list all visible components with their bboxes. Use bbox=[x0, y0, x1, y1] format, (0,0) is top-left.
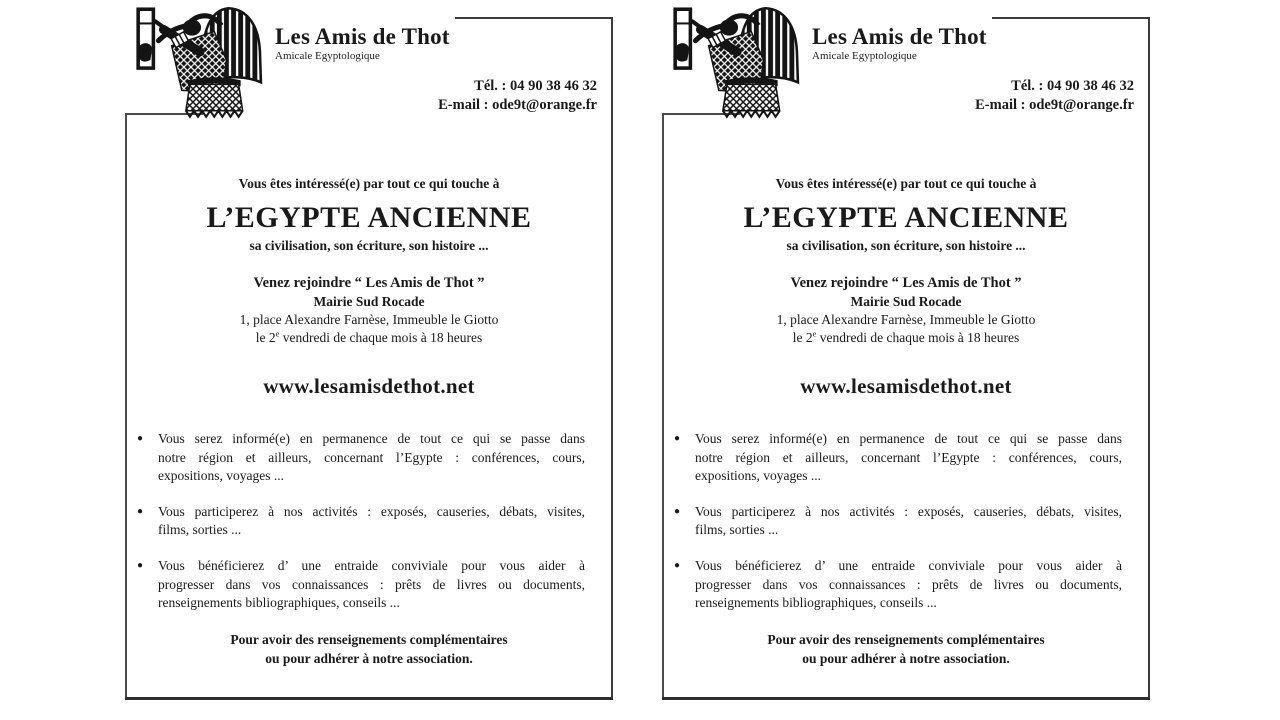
benefit-item bbox=[137, 503, 585, 540]
benefit-item bbox=[137, 557, 585, 613]
org-header bbox=[275, 24, 450, 62]
benefit-line: films, sorties ... bbox=[158, 522, 242, 538]
benefit-item bbox=[674, 430, 1122, 486]
superscript-e: e bbox=[275, 329, 280, 339]
bullet-icon: ● bbox=[674, 433, 681, 444]
benefit-line: expositions, voyages ... bbox=[695, 468, 821, 484]
thoth-scribe-logo-icon bbox=[664, 3, 802, 121]
org-subtitle: Amicale Egyptologique bbox=[275, 50, 380, 63]
address-text: 1, place Alexandre Farnèse, Immeuble le Giotto bbox=[239, 312, 499, 327]
flyer-copy-2 bbox=[662, 0, 1150, 720]
benefit-line: expositions, voyages ... bbox=[158, 468, 284, 484]
headline-text: L’EGYPTE ANCIENNE bbox=[206, 201, 532, 234]
benefit-line: Vous bénéficierez d’ une entraide conviviale pour vous aider à bbox=[695, 557, 1122, 573]
org-header bbox=[812, 24, 987, 62]
benefit-line: notre région et ailleurs, concernant l’Egypte : conférences, cours, bbox=[695, 449, 1122, 465]
contact-block bbox=[438, 77, 597, 115]
venue-text: Mairie Sud Rocade bbox=[313, 294, 425, 309]
footer-block bbox=[662, 631, 1150, 668]
phone-text: Tél. : 04 90 38 46 32 bbox=[1011, 78, 1134, 94]
headline-subtext: sa civilisation, son écriture, son histoire ... bbox=[249, 238, 489, 253]
benefit-line: progresser dans vos connaissances : prêts de livres ou documents, bbox=[695, 576, 1122, 592]
headline-text: L’EGYPTE ANCIENNE bbox=[743, 201, 1069, 234]
contact-block bbox=[975, 77, 1134, 115]
org-name: Les Amis de Thot bbox=[275, 24, 450, 49]
benefit-line: renseignements bibliographiques, conseils ... bbox=[158, 595, 400, 611]
benefit-item bbox=[137, 430, 585, 486]
join-text: Venez rejoindre “ Les Amis de Thot ” bbox=[790, 275, 1022, 291]
bullet-icon: ● bbox=[137, 433, 144, 444]
benefit-line: Vous serez informé(e) en permanence de tout ce qui se passe dans bbox=[695, 431, 1122, 446]
thoth-scribe-logo-icon bbox=[127, 3, 265, 121]
footer-text-2: ou pour adhérer à notre association. bbox=[265, 650, 473, 666]
footer-block bbox=[125, 631, 613, 668]
schedule-text: le 2e vendredi de chaque mois à 18 heures bbox=[255, 329, 483, 345]
benefit-line: Vous bénéficierez d’ une entraide conviviale pour vous aider à bbox=[158, 557, 585, 573]
benefit-item bbox=[674, 557, 1122, 613]
bullet-icon: ● bbox=[137, 559, 144, 571]
benefit-line: Vous serez informé(e) en permanence de tout ce qui se passe dans bbox=[158, 431, 585, 446]
website-text: www.lesamisdethot.net bbox=[263, 374, 475, 398]
footer-text-2: ou pour adhérer à notre association. bbox=[802, 650, 1010, 666]
venue-text: Mairie Sud Rocade bbox=[850, 294, 962, 309]
schedule-text: le 2e vendredi de chaque mois à 18 heures bbox=[792, 329, 1020, 345]
benefit-line: Vous participerez à nos activités : exposés, causeries, débats, visites, bbox=[695, 503, 1122, 519]
flyer-copy-1 bbox=[125, 0, 613, 720]
join-text: Venez rejoindre “ Les Amis de Thot ” bbox=[253, 275, 485, 291]
phone-text: Tél. : 04 90 38 46 32 bbox=[474, 78, 597, 94]
intro-text: Vous êtes intéressé(e) par tout ce qui touche à bbox=[775, 176, 1037, 191]
bullet-icon: ● bbox=[137, 505, 144, 517]
benefit-line: renseignements bibliographiques, conseils ... bbox=[695, 595, 937, 611]
frame-bottom-border bbox=[662, 697, 1150, 700]
benefit-line: notre région et ailleurs, concernant l’Egypte : conférences, cours, bbox=[158, 449, 585, 465]
org-name: Les Amis de Thot bbox=[812, 24, 987, 49]
frame-top-right-border bbox=[455, 17, 613, 19]
footer-text-1: Pour avoir des renseignements complémentaires bbox=[230, 632, 508, 647]
benefits-list bbox=[674, 430, 1122, 630]
email-text: E-mail : ode9t@orange.fr bbox=[438, 97, 597, 113]
frame-bottom-border bbox=[125, 697, 613, 700]
benefit-item bbox=[674, 503, 1122, 540]
headline-subtext: sa civilisation, son écriture, son histoire ... bbox=[786, 238, 1026, 253]
footer-text-1: Pour avoir des renseignements complémentaires bbox=[767, 632, 1045, 647]
benefit-line: progresser dans vos connaissances : prêts de livres ou documents, bbox=[158, 576, 585, 592]
address-text: 1, place Alexandre Farnèse, Immeuble le Giotto bbox=[776, 312, 1036, 327]
bullet-icon: ● bbox=[674, 559, 681, 571]
frame-right-border bbox=[1148, 17, 1150, 699]
intro-text: Vous êtes intéressé(e) par tout ce qui touche à bbox=[238, 176, 500, 191]
website-text: www.lesamisdethot.net bbox=[800, 374, 1012, 398]
benefits-list bbox=[137, 430, 585, 630]
frame-top-right-border bbox=[992, 17, 1150, 19]
superscript-e: e bbox=[812, 329, 817, 339]
bullet-icon: ● bbox=[674, 505, 681, 517]
org-subtitle: Amicale Egyptologique bbox=[812, 50, 917, 63]
email-text: E-mail : ode9t@orange.fr bbox=[975, 97, 1134, 113]
benefit-line: films, sorties ... bbox=[695, 522, 779, 538]
frame-right-border bbox=[611, 17, 613, 699]
benefit-line: Vous participerez à nos activités : exposés, causeries, débats, visites, bbox=[158, 503, 585, 519]
